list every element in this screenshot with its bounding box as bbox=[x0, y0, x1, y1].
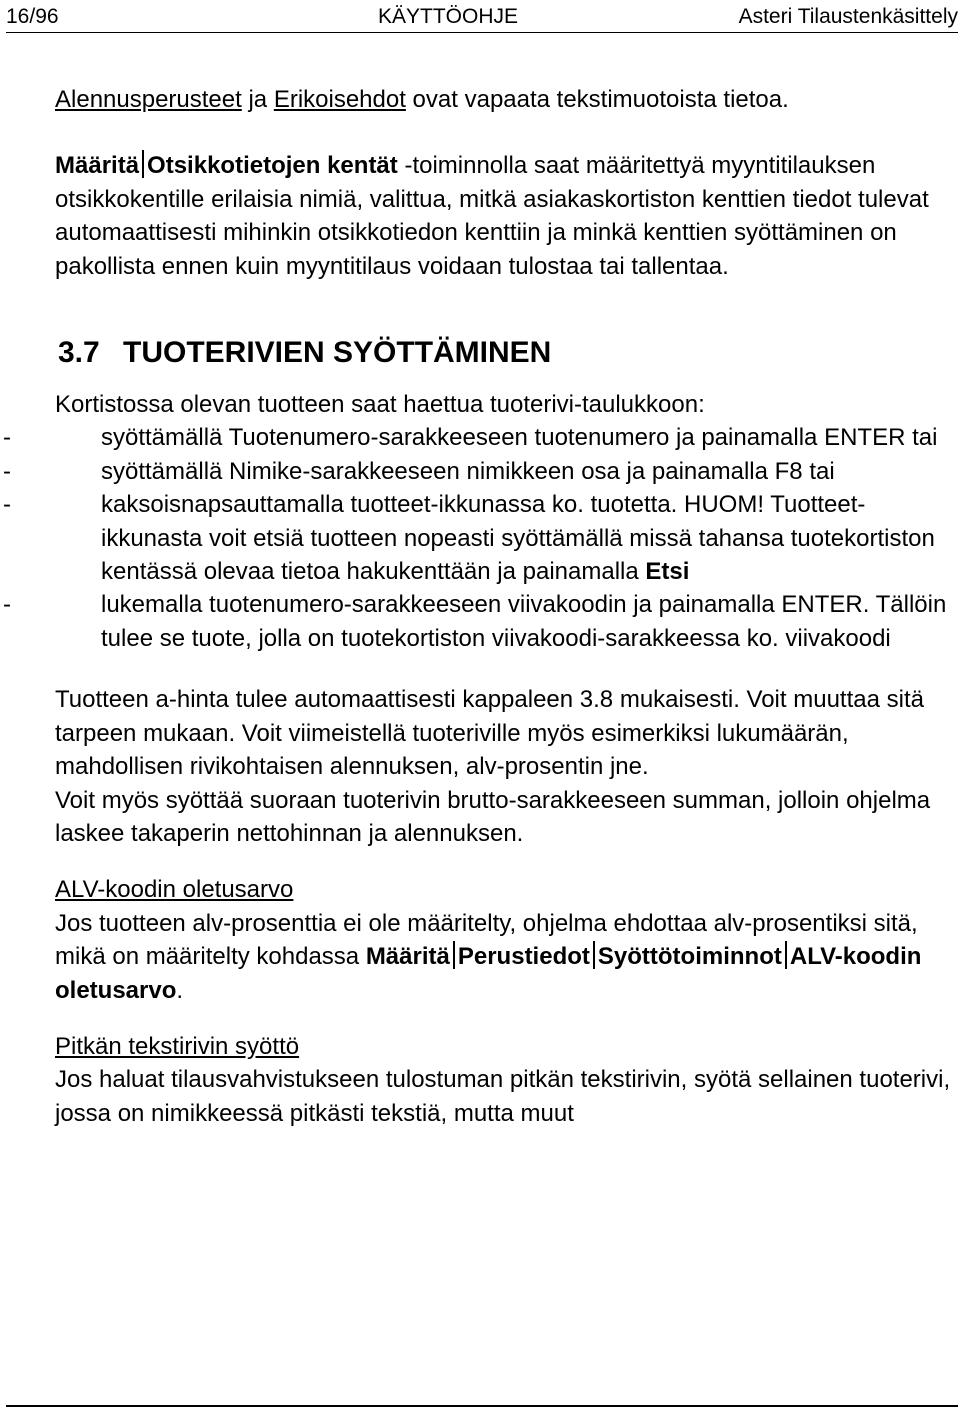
menu-separator bbox=[593, 941, 595, 969]
long-text-paragraph: Jos haluat tilausvahvistukseen tulostuman pitkän tekstirivin, syötä sellainen tuoterivi, jossa on nimikkeessä pitkästi tekstiä, mutta muut bbox=[55, 1066, 951, 1127]
product-name: Asteri Tilaustenkäsittely bbox=[738, 5, 958, 28]
menu-paragraph: Määritä Otsikkotietojen kentät -toiminnolla saat määritettyä myyntitilauksen otsikkokentille erilaisia nimiä, valittua, mitkä asiakaskortiston kenttien tiedot tulevat automaattisesti mihinkin otsikkotiedon kenttiin ja minkä kenttien syöttäminen on pakollista ennen kuin myyntitilaus voidaan tulostaa tai tallentaa. bbox=[55, 152, 929, 280]
long-text-heading: Pitkän tekstirivin syöttö bbox=[55, 1032, 300, 1060]
list-item: - syöttämällä Tuotenumero-sarakkeeseen tuotenumero ja painamalla ENTER tai bbox=[3, 424, 938, 452]
list-item: - kaksoisnapsauttamalla tuotteet-ikkunassa ko. tuotetta. HUOM! Tuotteet-ikkunasta voit etsiä tuotteen nopeasti syöttämällä missä tahansa tuotekortiston kentässä olevaa tietoa hakukenttään ja painamalla Etsi bbox=[3, 491, 935, 586]
section-number: 3.7 bbox=[58, 336, 100, 370]
page-header bbox=[6, 2, 958, 33]
document-type: KÄYTTÖOHJE bbox=[378, 5, 519, 28]
menu-separator bbox=[453, 941, 455, 969]
alv-paragraph: Jos tuotteen alv-prosenttia ei ole määritelty, ohjelma ehdottaa alv-prosentiksi sitä, mikä on määritelty kohdassa Määritä Perustiedot Syöttötoiminnot ALV-koodin oletusarvo. bbox=[55, 909, 922, 1004]
section-heading bbox=[0, 333, 955, 388]
menu-path-alv-koodin-oletusarvo: ALV-koodin oletusarvo bbox=[55, 943, 922, 1004]
intro-paragraph: Alennusperusteet ja Erikoisehdot ovat vapaata tekstimuotoista tietoa. bbox=[55, 86, 789, 113]
link-erikoisehdot: Erikoisehdot bbox=[273, 86, 406, 113]
menu-path-maarita: Määritä bbox=[365, 943, 450, 971]
document-body bbox=[3, 83, 955, 1130]
gross-paragraph: Voit myös syöttää suoraan tuoterivin brutto-sarakkeeseen summan, jolloin ohjelma laskee takaperin nettohinnan ja alennuksen. bbox=[55, 786, 931, 847]
section-title: TUOTERIVIEN SYÖTTÄMINEN bbox=[123, 336, 552, 370]
link-alennusperusteet: Alennusperusteet bbox=[55, 86, 242, 113]
menu-path-perustiedot: Perustiedot bbox=[457, 943, 590, 971]
price-paragraph: Tuotteen a-hinta tulee automaattisesti kappaleen 3.8 mukaisesti. Voit muuttaa sitä tarpeen mukaan. Voit viimeistellä tuoteriville myös esimerkiksi lukumäärän, mahdollisen rivikohtaisen alennuksen, alv-prosentin jne. bbox=[55, 686, 924, 781]
menu-path-otsikkotietojen-kentat: Otsikkotietojen kentät bbox=[147, 152, 398, 180]
menu-separator bbox=[785, 941, 787, 969]
etsi-label: Etsi bbox=[645, 558, 690, 586]
bullet-list bbox=[3, 421, 955, 655]
menu-separator bbox=[142, 150, 144, 178]
footer-divider bbox=[6, 1405, 958, 1407]
alv-heading: ALV-koodin oletusarvo bbox=[55, 876, 294, 904]
menu-path-maarita: Määritä bbox=[55, 152, 140, 180]
menu-path-syottotoiminnot: Syöttötoiminnot bbox=[597, 943, 782, 971]
page-number: 16/96 bbox=[6, 5, 59, 28]
list-item: - syöttämällä Nimike-sarakkeeseen nimikkeen osa ja painamalla F8 tai bbox=[3, 457, 835, 485]
list-item: - lukemalla tuotenumero-sarakkeeseen viivakoodin ja painamalla ENTER. Tällöin tulee se tuote, jolla on tuotekortiston viivakoodi-sarakkeessa ko. viivakoodi bbox=[3, 591, 947, 652]
bullets-intro: Kortistossa olevan tuotteen saat haettua tuoterivi-taulukkoon: bbox=[55, 391, 705, 419]
